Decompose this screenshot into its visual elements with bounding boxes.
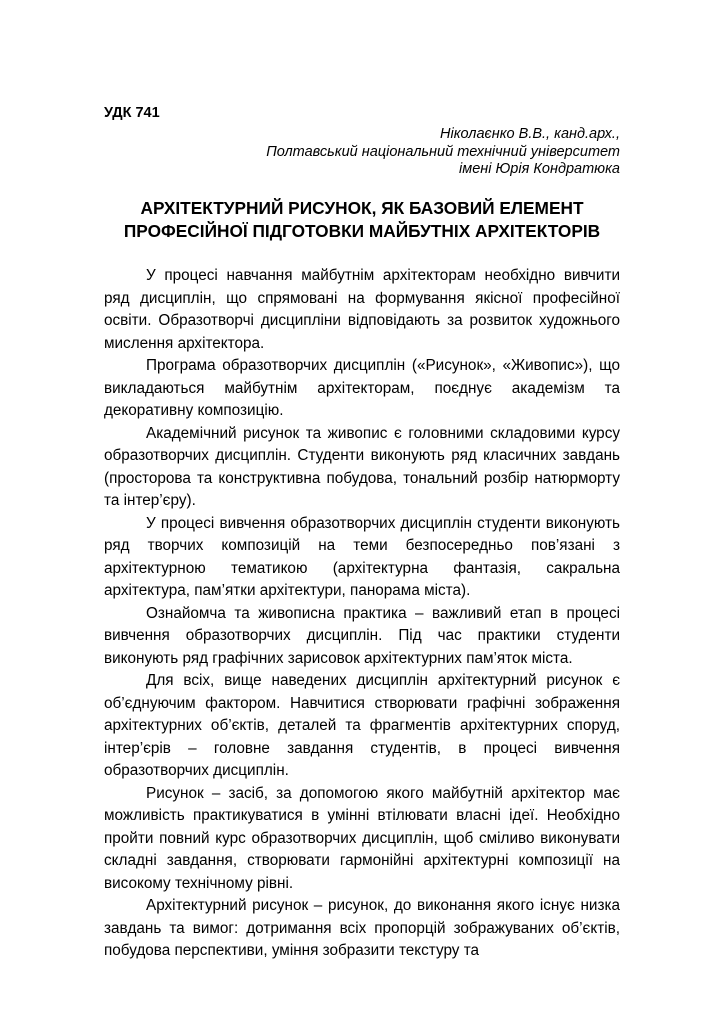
affiliation-line-2: імені Юрія Кондратюка bbox=[459, 161, 620, 177]
paragraph: Академічний рисунок та живопис є головними складовими курсу образотворчих дисциплін. Студенти виконують ряд класичних завдань (просторова та конструктивна побудова, тональний розбір натюрморту та інтер’єру). bbox=[104, 424, 620, 509]
paragraph: Архітектурний рисунок – рисунок, до виконання якого існує низка завдань та вимог: дотримання всіх пропорцій зображуваних об’єктів, побудова перспективи, уміння зобразити текстуру та bbox=[104, 897, 620, 959]
udc-code: УДК 741 bbox=[104, 105, 160, 121]
title-line-1: АРХІТЕКТУРНИЙ РИСУНОК, ЯК БАЗОВИЙ ЕЛЕМЕНТ bbox=[140, 198, 584, 218]
author-block bbox=[100, 126, 620, 179]
paragraph: У процесі вивчення образотворчих дисциплін студенти виконують ряд творчих композицій на теми безпосередньо пов’язані з архітектурною тематикою (архітектурна фантазія, сакральна архітектура, пам’ятки архітектури, панорама міста). bbox=[104, 514, 620, 599]
paragraph: Ознайомча та живописна практика – важливий етап в процесі вивчення образотворчих дисциплін. Під час практики студенти виконують ряд графічних зарисовок архітектурних пам’яток міста. bbox=[104, 604, 620, 667]
article-body bbox=[104, 265, 620, 963]
author-name: Ніколаєнко В.В., канд.арх., bbox=[440, 126, 620, 142]
title-line-2: ПРОФЕСІЙНОЇ ПІДГОТОВКИ МАЙБУТНІХ АРХІТЕКТОРІВ bbox=[123, 221, 601, 241]
paragraph: Для всіх, вище наведених дисциплін архітектурний рисунок є об’єднуючим фактором. Навчитися створювати графічні зображення архітектурних об’єктів, деталей та фрагментів архітектурних споруд, інтер’єрів – головне завдання студентів, в процесі вивчення образотворчих дисциплін. bbox=[104, 672, 620, 779]
article-title bbox=[104, 197, 620, 243]
paragraph: Програма образотворчих дисциплін («Рисунок», «Живопис»), що викладаються майбутнім архітекторам, поєднує академізм та декоративну композицію. bbox=[104, 357, 620, 419]
paragraph: Рисунок – засіб, за допомогою якого майбутній архітектор має можливість практикуватися в умінні втілювати власні ідеї. Необхідно пройти повний курс образотворчих дисциплін, щоб сміливо виконувати складні завдання, створювати гармонійні архітектурні композиції на високому технічному рівні. bbox=[104, 784, 620, 892]
paragraph: У процесі навчання майбутнім архітекторам необхідно вивчити ряд дисциплін, що спрямовані на формування якісної професійної освіти. Образотворчі дисципліни відповідають за розвиток художнього мислення архітектора. bbox=[104, 267, 620, 352]
affiliation-line-1: Полтавський національний технічний університет bbox=[266, 143, 620, 160]
